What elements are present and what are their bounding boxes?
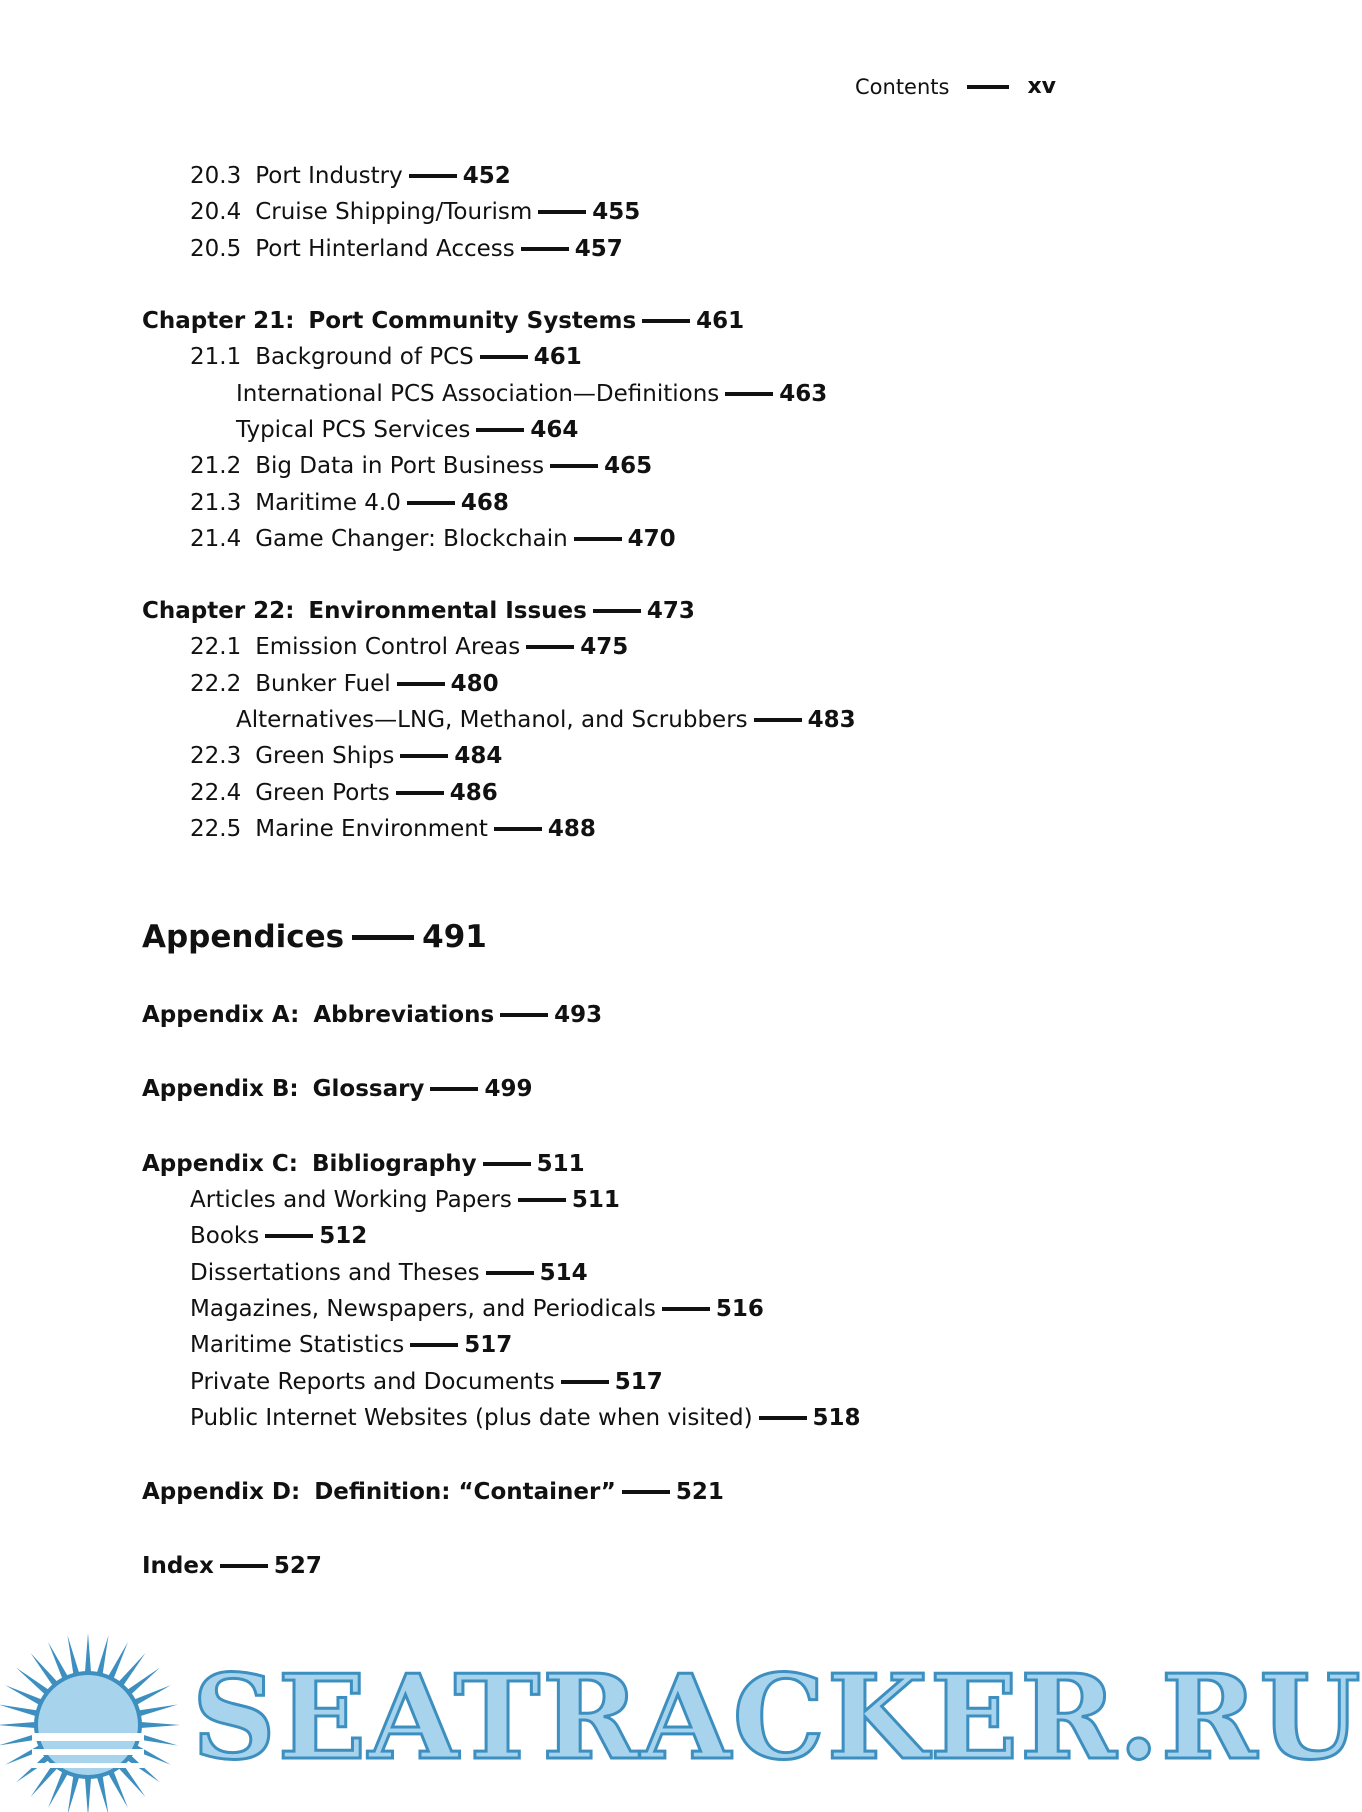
appendix-label: Appendix D: [142, 1479, 301, 1506]
leader-rule [396, 791, 444, 795]
toc-entry[interactable]: 22.5 Marine Environment 488 [190, 815, 596, 842]
appendix-label: Appendix A: [142, 1002, 300, 1029]
chapter-21-heading[interactable] [142, 303, 1092, 339]
leader-rule [483, 1162, 531, 1166]
leader-rule [220, 1564, 268, 1568]
leader-rule [486, 1271, 534, 1275]
entry-title: Game Changer: Blockchain [255, 525, 568, 552]
toc-entry[interactable]: 20.5 Port Hinterland Access 457 [190, 235, 623, 262]
entry-page: 475 [580, 634, 629, 661]
leader-rule [352, 935, 414, 940]
entry-page: 464 [530, 416, 579, 443]
appendix-label: Appendix C: [142, 1150, 298, 1177]
entry-title: Marine Environment [255, 815, 488, 842]
watermark-text: SEATRACKER.RU [192, 1650, 1362, 1786]
item-page: 517 [464, 1332, 513, 1359]
entry-title: Big Data in Port Business [255, 453, 545, 480]
appendix-page: 493 [554, 1002, 603, 1029]
leader-rule [526, 645, 574, 649]
toc-entry[interactable]: 20.4 Cruise Shipping/Tourism 455 [190, 199, 641, 226]
entry-page: 455 [592, 199, 641, 226]
entry-page: 483 [807, 707, 856, 733]
entry-page: 470 [627, 525, 676, 552]
leader-rule [410, 1343, 458, 1347]
leader-rule [538, 210, 586, 214]
toc-entry[interactable]: 21.4 Game Changer: Blockchain 470 [190, 525, 676, 552]
entry-page: 468 [460, 489, 509, 516]
entry-page: 463 [779, 380, 828, 407]
index-page: 527 [273, 1553, 322, 1580]
leader-rule [622, 1490, 670, 1494]
appendix-page: 521 [675, 1479, 724, 1506]
leader-rule [642, 319, 690, 323]
toc-subentry[interactable] [142, 412, 1092, 448]
appendix-b[interactable] [142, 1071, 1092, 1107]
item-title: Magazines, Newspapers, and Periodicals [190, 1295, 656, 1322]
entry-title: Port Hinterland Access [255, 235, 515, 262]
sun-ray [85, 1633, 92, 1677]
toc-entry[interactable]: 21.2 Big Data in Port Business 465 [190, 453, 653, 480]
appendix-title: Glossary [312, 1076, 425, 1103]
entry-page: 488 [547, 815, 596, 842]
leader-rule [754, 718, 802, 722]
index-entry[interactable] [142, 1548, 1092, 1584]
toc-entry[interactable]: 22.3 Green Ships 484 [190, 743, 503, 770]
entry-page: 484 [454, 743, 503, 770]
item-title: Public Internet Websites (plus date when visited) [190, 1404, 753, 1431]
entry-page: 480 [450, 670, 499, 697]
toc-entry[interactable]: 21.3 Maritime 4.0 468 [190, 489, 509, 516]
leader-rule [662, 1307, 710, 1311]
entry-title: Green Ships [255, 743, 395, 770]
bibliography-item[interactable] [142, 1291, 1092, 1327]
item-title: Articles and Working Papers [190, 1187, 512, 1214]
header-rule [967, 85, 1009, 89]
toc-subentry[interactable] [142, 702, 1092, 738]
entry-title: Typical PCS Services [236, 416, 471, 443]
appendices-heading[interactable] [142, 915, 1092, 959]
leader-rule [725, 392, 773, 396]
leader-rule [409, 174, 457, 178]
item-page: 516 [715, 1295, 764, 1322]
header-section: Contents [855, 74, 950, 99]
leader-rule [476, 428, 524, 432]
leader-rule [518, 1198, 566, 1202]
entry-page: 452 [462, 163, 511, 190]
appendix-a[interactable] [142, 997, 1092, 1033]
item-page: 514 [539, 1259, 588, 1286]
item-page: 518 [812, 1404, 861, 1431]
appendix-title: Bibliography [311, 1150, 477, 1177]
entry-title: International PCS Association—Definitions [236, 380, 720, 407]
item-title: Books [190, 1223, 260, 1250]
toc-subentry[interactable] [142, 375, 1092, 411]
item-title: Maritime Statistics [190, 1332, 405, 1359]
toc-entry[interactable]: 22.2 Bunker Fuel 480 [190, 670, 499, 697]
chapter-label: Chapter 22: [142, 598, 295, 625]
bibliography-item[interactable] [142, 1218, 1092, 1254]
entry-title: Bunker Fuel [255, 670, 391, 697]
appendix-page: 511 [536, 1150, 585, 1177]
chapter-title: Environmental Issues [308, 598, 587, 625]
bibliography-item[interactable] [142, 1363, 1092, 1399]
toc-entry[interactable]: 20.3 Port Industry 452 [190, 163, 511, 190]
item-title: Private Reports and Documents [190, 1368, 555, 1395]
bibliography-item[interactable] [142, 1400, 1092, 1436]
leader-rule [521, 247, 569, 251]
appendix-title: Abbreviations [313, 1002, 495, 1029]
appendix-title: Definition: “Container” [314, 1479, 616, 1506]
appendix-label: Appendix B: [142, 1076, 299, 1103]
leader-rule [494, 827, 542, 831]
item-title: Dissertations and Theses [190, 1259, 480, 1286]
appendix-c[interactable] [142, 1146, 1092, 1182]
leader-rule [550, 464, 598, 468]
leader-rule [759, 1416, 807, 1420]
bibliography-item[interactable] [142, 1182, 1092, 1218]
entry-title: Emission Control Areas [255, 634, 521, 661]
entry-page: 465 [604, 453, 653, 480]
entry-title: Port Industry [255, 163, 403, 190]
leader-rule [480, 355, 528, 359]
toc-entry[interactable]: 21.1 Background of PCS 461 [190, 344, 582, 371]
item-page: 517 [614, 1368, 663, 1395]
header-page-number: xv [1027, 74, 1056, 99]
leader-rule [397, 682, 445, 686]
leader-rule [400, 754, 448, 758]
running-header [855, 74, 1056, 99]
entry-title: Cruise Shipping/Tourism [255, 199, 533, 226]
leader-rule [407, 501, 455, 505]
leader-rule [500, 1013, 548, 1017]
table-of-contents [142, 158, 1092, 1585]
toc-entry[interactable]: 22.1 Emission Control Areas 475 [190, 634, 629, 661]
leader-rule [574, 537, 622, 541]
appendix-d[interactable] [142, 1474, 1092, 1510]
entry-title: Alternatives—LNG, Methanol, and Scrubbers [236, 707, 748, 733]
toc-entry[interactable]: 22.4 Green Ports 486 [190, 779, 498, 806]
entry-page: 486 [449, 779, 498, 806]
item-page: 512 [319, 1223, 368, 1250]
entry-title: Background of PCS [255, 344, 474, 371]
entry-title: Green Ports [255, 779, 390, 806]
chapter-label: Chapter 21: [142, 308, 295, 335]
entry-title: Maritime 4.0 [255, 489, 401, 516]
item-page: 511 [571, 1187, 620, 1214]
chapter-page: 473 [646, 598, 695, 625]
part-page: 491 [422, 919, 487, 956]
part-title: Appendices [142, 919, 345, 956]
chapter-title: Port Community Systems [308, 308, 637, 335]
chapter-22-heading[interactable] [142, 593, 1092, 629]
chapter-page: 461 [696, 308, 745, 335]
bibliography-item[interactable] [142, 1255, 1092, 1291]
index-title: Index [142, 1553, 214, 1580]
leader-rule [430, 1087, 478, 1091]
leader-rule [561, 1380, 609, 1384]
leader-rule [265, 1234, 313, 1238]
bibliography-item[interactable] [142, 1327, 1092, 1363]
entry-page: 457 [574, 235, 623, 262]
entry-page: 461 [533, 344, 582, 371]
leader-rule [593, 609, 641, 613]
sun-ray [136, 1722, 180, 1729]
appendix-page: 499 [484, 1076, 533, 1103]
